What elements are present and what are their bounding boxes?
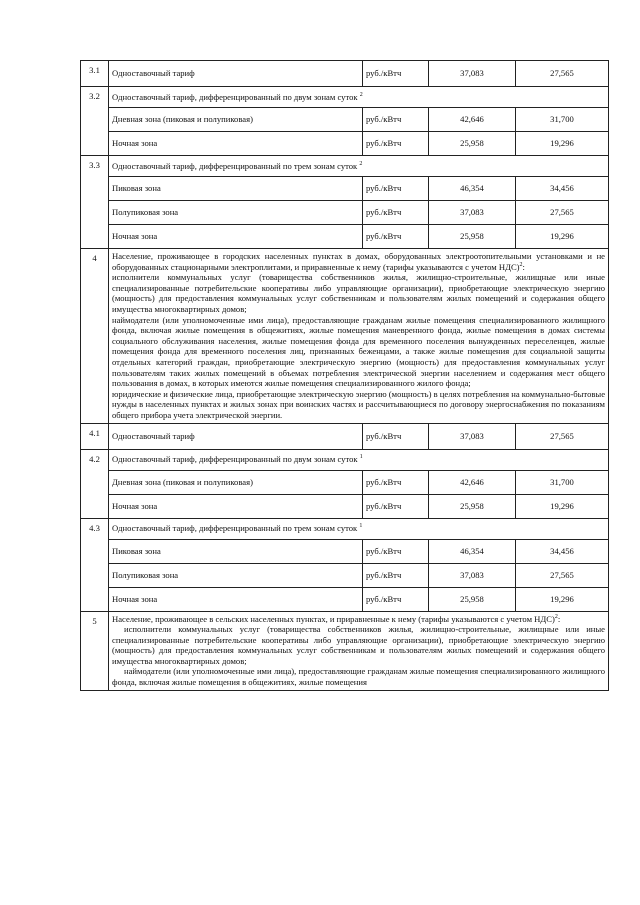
table-row <box>81 611 609 690</box>
row-number: 3.3 <box>81 156 109 249</box>
footnote-mark: 2 <box>359 160 363 167</box>
value-cell: 25,958 <box>429 225 516 249</box>
unit-cell: руб./кВтч <box>363 132 429 156</box>
table-row <box>81 518 609 539</box>
unit-cell: руб./кВтч <box>363 423 429 449</box>
row-number: 4.1 <box>81 423 109 449</box>
table-row <box>81 539 609 563</box>
paragraph: юридические и физические лица, приобретающие электрическую энергию (мощность) в целях потребления на коммунально-бытовые нужды в населенных пунктах и жилых зонах при воинских частях и рассчитывающиеся по договору энергоснабжения по показаниям общего прибора учета электрической энергии. <box>112 388 606 420</box>
tariff-table <box>80 60 609 691</box>
table-row <box>81 61 609 87</box>
value-cell: 27,565 <box>516 61 609 87</box>
value-cell: 27,565 <box>516 563 609 587</box>
paragraph <box>112 251 605 272</box>
section-heading <box>109 449 609 470</box>
unit-cell: руб./кВтч <box>363 108 429 132</box>
value-cell: 25,958 <box>429 587 516 611</box>
unit-cell: руб./кВтч <box>363 177 429 201</box>
tariff-name: Одноставочный тариф <box>109 61 363 87</box>
tariff-name: Ночная зона <box>109 494 363 518</box>
row-number: 3.1 <box>81 61 109 87</box>
row-number: 5 <box>81 611 109 690</box>
table-row <box>81 423 609 449</box>
value-cell: 27,565 <box>516 423 609 449</box>
value-cell: 46,354 <box>429 177 516 201</box>
table-row <box>81 563 609 587</box>
paragraph: наймодатели (или уполномоченные ими лица), предоставляющие гражданам жилые помещения специализированного жилищного фонда, включая жилые помещения в общежитиях, жилые помещения маневренного фонда, жилые помещения в домах системы социального обслуживания населения, жилые помещения фонда для временного поселения вынужденных переселенцев, жилые помещения фонда для временного поселения лиц, признанных беженцами, а также жилые помещения для социальной защиты отдельных категорий граждан, приобретающие электрическую энергию (мощность) для предоставления коммунальных услуг пользователям таких жилых помещений в объемах потребления электрической энергии населением и содержания мест общего пользования в домах, в которых имеются жилые помещения специализированного жилого фонда; <box>112 314 605 389</box>
tariff-name: Одноставочный тариф <box>109 423 363 449</box>
value-cell: 31,700 <box>516 108 609 132</box>
value-cell: 19,296 <box>516 132 609 156</box>
value-cell: 34,456 <box>516 539 609 563</box>
row-number: 3.2 <box>81 87 109 156</box>
table-row <box>81 449 609 470</box>
heading-text: Одноставочный тариф, дифференцированный по трем зонам суток <box>112 160 358 171</box>
heading-text: Одноставочный тариф, дифференцированный по двум зонам суток <box>112 91 358 102</box>
unit-cell: руб./кВтч <box>363 587 429 611</box>
paragraph-text: Население, проживающее в сельских населенных пунктах, и приравненные к нему (тарифы указываются с учетом НДС) <box>112 613 555 624</box>
paragraph-end: : <box>557 613 561 624</box>
value-cell: 31,700 <box>516 470 609 494</box>
value-cell: 37,083 <box>429 563 516 587</box>
tariff-name: Полупиковая зона <box>109 201 363 225</box>
value-cell: 25,958 <box>429 132 516 156</box>
unit-cell: руб./кВтч <box>363 539 429 563</box>
tariff-name: Ночная зона <box>109 225 363 249</box>
row-number: 4.3 <box>81 518 109 611</box>
value-cell: 25,958 <box>429 494 516 518</box>
value-cell: 27,565 <box>516 201 609 225</box>
section-heading <box>109 156 609 177</box>
tariff-name: Полупиковая зона <box>109 563 363 587</box>
category-description <box>109 611 609 690</box>
table-row <box>81 108 609 132</box>
value-cell: 34,456 <box>516 177 609 201</box>
tariff-name: Пиковая зона <box>109 539 363 563</box>
unit-cell: руб./кВтч <box>363 225 429 249</box>
table-row <box>81 225 609 249</box>
table-row <box>81 249 609 424</box>
unit-cell: руб./кВтч <box>363 494 429 518</box>
table-row <box>81 494 609 518</box>
section-heading <box>109 518 609 539</box>
value-cell: 37,083 <box>429 423 516 449</box>
tariff-name: Пиковая зона <box>109 177 363 201</box>
paragraph: исполнители коммунальных услуг (товарищества собственников жилья, жилищно-строительные, жилищные или иные специализированные потребительские кооперативы либо управляющие организации), приобретающие электрическую энергию (мощность) для предоставления коммунальных услуг собственникам и пользователям жилых помещений и содержания общего имущества многоквартирных домов; <box>112 624 605 666</box>
tariff-name: Дневная зона (пиковая и полупиковая) <box>109 108 363 132</box>
tariff-name: Дневная зона (пиковая и полупиковая) <box>109 470 363 494</box>
footnote-mark: 2 <box>554 613 558 620</box>
tariff-name: Ночная зона <box>109 132 363 156</box>
unit-cell: руб./кВтч <box>363 563 429 587</box>
table-row <box>81 201 609 225</box>
section-heading <box>109 87 609 108</box>
table-row <box>81 132 609 156</box>
table-row <box>81 87 609 108</box>
table-row <box>81 177 609 201</box>
tariff-document <box>80 60 608 691</box>
table-row <box>81 470 609 494</box>
table-row <box>81 156 609 177</box>
unit-cell: руб./кВтч <box>363 61 429 87</box>
heading-text: Одноставочный тариф, дифференцированный по трем зонам суток <box>112 523 358 534</box>
footnote-mark: 1 <box>359 523 363 530</box>
tariff-name: Ночная зона <box>109 587 363 611</box>
footnote-mark: 1 <box>359 454 363 461</box>
paragraph-text: Население, проживающее в городских населенных пунктах в домах, оборудованных электроотопительными установками и не оборудованных стационарными электроплитами, и приравненные к нему (тарифы указываются с учетом НДС) <box>112 251 605 272</box>
value-cell: 19,296 <box>516 225 609 249</box>
paragraph: наймодатели (или уполномоченные ими лица), предоставляющие гражданам жилые помещения специализированного жилищного фонда, включая жилые помещения в общежитиях, жилые помещения <box>112 666 605 688</box>
value-cell: 46,354 <box>429 539 516 563</box>
unit-cell: руб./кВтч <box>363 470 429 494</box>
value-cell: 19,296 <box>516 494 609 518</box>
paragraph: исполнители коммунальных услуг (товарищества собственников жилья, жилищно-строительные, жилищные или иные специализированные потребительские кооперативы либо управляющие организации), приобретающие электрическую энергию (мощность) для предоставления коммунальных услуг собственникам и пользователям жилых помещений и содержания общего имущества многоквартирных домов; <box>112 272 605 314</box>
value-cell: 19,296 <box>516 587 609 611</box>
footnote-mark: 2 <box>359 91 363 98</box>
unit-cell: руб./кВтч <box>363 201 429 225</box>
category-description <box>109 249 609 424</box>
value-cell: 37,083 <box>429 61 516 87</box>
value-cell: 42,646 <box>429 108 516 132</box>
footnote-mark: 2 <box>519 261 523 268</box>
table-row <box>81 587 609 611</box>
value-cell: 42,646 <box>429 470 516 494</box>
row-number: 4.2 <box>81 449 109 518</box>
paragraph <box>112 614 605 625</box>
row-number: 4 <box>81 249 109 424</box>
value-cell: 37,083 <box>429 201 516 225</box>
heading-text: Одноставочный тариф, дифференцированный по двум зонам суток <box>112 454 358 465</box>
paragraph-end: : <box>522 261 525 272</box>
